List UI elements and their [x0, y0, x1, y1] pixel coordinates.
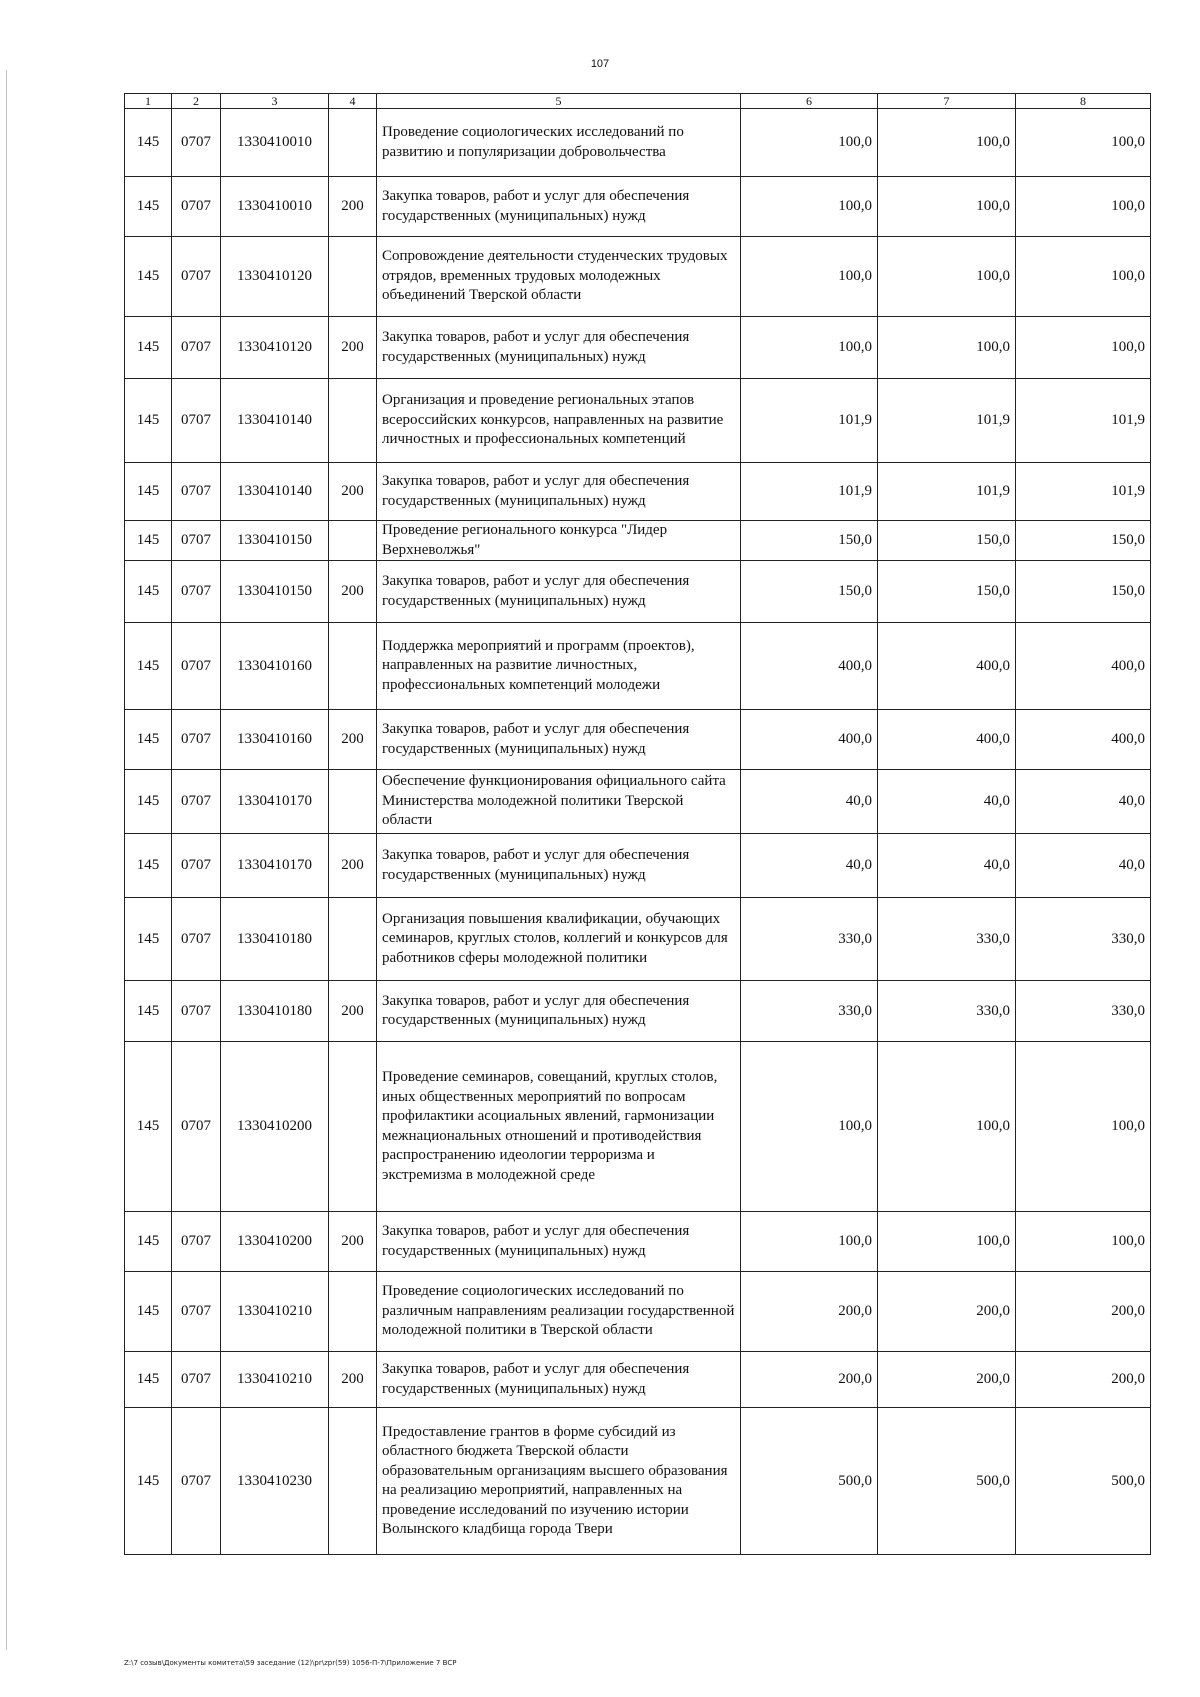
table-row: [125, 623, 1151, 710]
cell-description: Закупка товаров, работ и услуг для обеспечения государственных (муниципальных) нужд: [377, 561, 741, 623]
cell-target-article: 1330410170: [221, 770, 329, 834]
cell-expense-type: 200: [329, 981, 377, 1042]
column-number: 8: [1016, 94, 1151, 109]
cell-amount-col7: 100,0: [878, 1042, 1016, 1212]
cell-amount-col8: 100,0: [1016, 109, 1151, 177]
cell-admin-code: 145: [125, 898, 172, 981]
cell-amount-col7: 150,0: [878, 561, 1016, 623]
cell-target-article: 1330410180: [221, 898, 329, 981]
table-row: [125, 1352, 1151, 1408]
cell-section-code: 0707: [172, 1212, 221, 1272]
cell-section-code: 0707: [172, 834, 221, 898]
cell-amount-col8: 200,0: [1016, 1272, 1151, 1352]
cell-target-article: 1330410200: [221, 1042, 329, 1212]
cell-amount-col6: 400,0: [741, 710, 878, 770]
cell-section-code: 0707: [172, 1042, 221, 1212]
cell-expense-type: 200: [329, 834, 377, 898]
cell-expense-type: [329, 521, 377, 561]
column-number: 1: [125, 94, 172, 109]
cell-admin-code: 145: [125, 237, 172, 317]
cell-expense-type: [329, 1408, 377, 1555]
column-number: 6: [741, 94, 878, 109]
cell-description: Закупка товаров, работ и услуг для обеспечения государственных (муниципальных) нужд: [377, 1352, 741, 1408]
cell-section-code: 0707: [172, 623, 221, 710]
table-row: [125, 561, 1151, 623]
cell-expense-type: [329, 898, 377, 981]
cell-amount-col7: 100,0: [878, 177, 1016, 237]
cell-section-code: 0707: [172, 981, 221, 1042]
cell-expense-type: [329, 770, 377, 834]
cell-admin-code: 145: [125, 1352, 172, 1408]
cell-amount-col8: 330,0: [1016, 898, 1151, 981]
cell-admin-code: 145: [125, 521, 172, 561]
cell-description: Закупка товаров, работ и услуг для обеспечения государственных (муниципальных) нужд: [377, 317, 741, 379]
cell-admin-code: 145: [125, 109, 172, 177]
cell-expense-type: 200: [329, 177, 377, 237]
table-row: [125, 1042, 1151, 1212]
cell-section-code: 0707: [172, 109, 221, 177]
cell-target-article: 1330410230: [221, 1408, 329, 1555]
cell-amount-col7: 100,0: [878, 237, 1016, 317]
file-path-footer: Z:\7 созыв\Документы комитета\59 заседание (12)\pr\zpr(59) 1056-П-7\Приложение 7 ВСР: [124, 1659, 457, 1667]
cell-admin-code: 145: [125, 177, 172, 237]
cell-target-article: 1330410140: [221, 379, 329, 463]
table-row: [125, 109, 1151, 177]
table-row: [125, 1408, 1151, 1555]
cell-target-article: 1330410210: [221, 1272, 329, 1352]
cell-description: Проведение социологических исследований по развитию и популяризации добровольчества: [377, 109, 741, 177]
cell-expense-type: 200: [329, 317, 377, 379]
cell-section-code: 0707: [172, 317, 221, 379]
table-row: [125, 1272, 1151, 1352]
cell-amount-col8: 400,0: [1016, 710, 1151, 770]
cell-amount-col7: 150,0: [878, 521, 1016, 561]
column-number-row: [125, 94, 1151, 109]
cell-admin-code: 145: [125, 834, 172, 898]
cell-amount-col7: 101,9: [878, 463, 1016, 521]
cell-amount-col6: 40,0: [741, 834, 878, 898]
cell-section-code: 0707: [172, 237, 221, 317]
cell-target-article: 1330410120: [221, 317, 329, 379]
cell-amount-col8: 101,9: [1016, 463, 1151, 521]
cell-description: Закупка товаров, работ и услуг для обеспечения государственных (муниципальных) нужд: [377, 710, 741, 770]
cell-amount-col7: 200,0: [878, 1272, 1016, 1352]
column-number: 4: [329, 94, 377, 109]
cell-section-code: 0707: [172, 710, 221, 770]
cell-admin-code: 145: [125, 770, 172, 834]
cell-amount-col6: 101,9: [741, 463, 878, 521]
cell-amount-col7: 40,0: [878, 770, 1016, 834]
table-row: [125, 463, 1151, 521]
cell-expense-type: [329, 1272, 377, 1352]
cell-amount-col8: 100,0: [1016, 1042, 1151, 1212]
cell-expense-type: [329, 1042, 377, 1212]
cell-admin-code: 145: [125, 1042, 172, 1212]
table-row: [125, 898, 1151, 981]
cell-admin-code: 145: [125, 1212, 172, 1272]
cell-admin-code: 145: [125, 710, 172, 770]
cell-amount-col8: 400,0: [1016, 623, 1151, 710]
cell-target-article: 1330410010: [221, 109, 329, 177]
cell-amount-col7: 101,9: [878, 379, 1016, 463]
cell-expense-type: 200: [329, 1352, 377, 1408]
cell-expense-type: [329, 623, 377, 710]
cell-amount-col6: 100,0: [741, 317, 878, 379]
table-row: [125, 710, 1151, 770]
cell-target-article: 1330410140: [221, 463, 329, 521]
cell-section-code: 0707: [172, 1272, 221, 1352]
table-row: [125, 177, 1151, 237]
cell-amount-col6: 330,0: [741, 981, 878, 1042]
budget-table: [124, 93, 1151, 1555]
cell-section-code: 0707: [172, 898, 221, 981]
cell-description: Закупка товаров, работ и услуг для обеспечения государственных (муниципальных) нужд: [377, 834, 741, 898]
cell-expense-type: 200: [329, 561, 377, 623]
cell-amount-col6: 100,0: [741, 109, 878, 177]
cell-amount-col8: 100,0: [1016, 177, 1151, 237]
cell-target-article: 1330410160: [221, 623, 329, 710]
cell-amount-col7: 100,0: [878, 317, 1016, 379]
cell-amount-col6: 40,0: [741, 770, 878, 834]
cell-description: Организация и проведение региональных этапов всероссийских конкурсов, направленных на развитие личностных и профессиональных компетенций: [377, 379, 741, 463]
table-row: [125, 981, 1151, 1042]
cell-description: Закупка товаров, работ и услуг для обеспечения государственных (муниципальных) нужд: [377, 981, 741, 1042]
cell-section-code: 0707: [172, 561, 221, 623]
cell-admin-code: 145: [125, 463, 172, 521]
cell-amount-col8: 330,0: [1016, 981, 1151, 1042]
cell-amount-col8: 150,0: [1016, 521, 1151, 561]
cell-section-code: 0707: [172, 463, 221, 521]
cell-target-article: 1330410200: [221, 1212, 329, 1272]
cell-expense-type: 200: [329, 710, 377, 770]
cell-expense-type: [329, 109, 377, 177]
cell-section-code: 0707: [172, 1408, 221, 1555]
cell-description: Обеспечение функционирования официального сайта Министерства молодежной политики Тверской области: [377, 770, 741, 834]
table-row: [125, 379, 1151, 463]
cell-description: Закупка товаров, работ и услуг для обеспечения государственных (муниципальных) нужд: [377, 1212, 741, 1272]
scan-margin-line: [6, 70, 7, 1650]
cell-amount-col6: 150,0: [741, 521, 878, 561]
cell-target-article: 1330410120: [221, 237, 329, 317]
cell-amount-col6: 100,0: [741, 1042, 878, 1212]
column-number: 3: [221, 94, 329, 109]
cell-target-article: 1330410010: [221, 177, 329, 237]
table-row: [125, 834, 1151, 898]
cell-expense-type: [329, 379, 377, 463]
cell-admin-code: 145: [125, 317, 172, 379]
cell-amount-col7: 330,0: [878, 981, 1016, 1042]
cell-amount-col7: 200,0: [878, 1352, 1016, 1408]
cell-admin-code: 145: [125, 379, 172, 463]
cell-amount-col8: 200,0: [1016, 1352, 1151, 1408]
cell-expense-type: 200: [329, 463, 377, 521]
cell-amount-col6: 400,0: [741, 623, 878, 710]
cell-admin-code: 145: [125, 1408, 172, 1555]
cell-admin-code: 145: [125, 623, 172, 710]
cell-description: Предоставление грантов в форме субсидий из областного бюджета Тверской области образовательным организациям высшего образования на реализацию мероприятий, направленных на проведение исследований по изучению истории Волынского кладбища города Твери: [377, 1408, 741, 1555]
table-row: [125, 317, 1151, 379]
cell-description: Проведение социологических исследований по различным направлениям реализации государственной молодежной политики в Тверской области: [377, 1272, 741, 1352]
cell-amount-col8: 500,0: [1016, 1408, 1151, 1555]
cell-description: Проведение регионального конкурса "Лидер Верхневолжья": [377, 521, 741, 561]
cell-admin-code: 145: [125, 1272, 172, 1352]
cell-target-article: 1330410180: [221, 981, 329, 1042]
column-number: 5: [377, 94, 741, 109]
cell-amount-col8: 40,0: [1016, 834, 1151, 898]
column-number: 2: [172, 94, 221, 109]
cell-description: Сопровождение деятельности студенческих трудовых отрядов, временных трудовых молодежных объединений Тверской области: [377, 237, 741, 317]
cell-description: Проведение семинаров, совещаний, круглых столов, иных общественных мероприятий по вопросам профилактики асоциальных явлений, гармонизации межнациональных отношений и противодействия распространению идеологии терроризма и экстремизма в молодежной среде: [377, 1042, 741, 1212]
cell-amount-col7: 330,0: [878, 898, 1016, 981]
cell-description: Закупка товаров, работ и услуг для обеспечения государственных (муниципальных) нужд: [377, 463, 741, 521]
cell-amount-col6: 100,0: [741, 177, 878, 237]
cell-amount-col7: 500,0: [878, 1408, 1016, 1555]
cell-amount-col7: 400,0: [878, 710, 1016, 770]
cell-amount-col8: 100,0: [1016, 237, 1151, 317]
cell-amount-col8: 100,0: [1016, 317, 1151, 379]
cell-amount-col7: 400,0: [878, 623, 1016, 710]
cell-amount-col6: 200,0: [741, 1272, 878, 1352]
cell-expense-type: 200: [329, 1212, 377, 1272]
table-row: [125, 1212, 1151, 1272]
cell-amount-col6: 500,0: [741, 1408, 878, 1555]
cell-amount-col6: 200,0: [741, 1352, 878, 1408]
cell-target-article: 1330410160: [221, 710, 329, 770]
cell-section-code: 0707: [172, 521, 221, 561]
cell-description: Поддержка мероприятий и программ (проектов), направленных на развитие личностных, профессиональных компетенций молодежи: [377, 623, 741, 710]
cell-description: Закупка товаров, работ и услуг для обеспечения государственных (муниципальных) нужд: [377, 177, 741, 237]
cell-section-code: 0707: [172, 1352, 221, 1408]
cell-target-article: 1330410150: [221, 521, 329, 561]
table-row: [125, 770, 1151, 834]
cell-amount-col6: 330,0: [741, 898, 878, 981]
cell-amount-col6: 150,0: [741, 561, 878, 623]
cell-amount-col6: 100,0: [741, 237, 878, 317]
table-row: [125, 521, 1151, 561]
table-row: [125, 237, 1151, 317]
page-number: 107: [590, 58, 610, 70]
cell-target-article: 1330410150: [221, 561, 329, 623]
cell-amount-col6: 101,9: [741, 379, 878, 463]
cell-section-code: 0707: [172, 177, 221, 237]
column-number: 7: [878, 94, 1016, 109]
cell-amount-col8: 150,0: [1016, 561, 1151, 623]
cell-section-code: 0707: [172, 770, 221, 834]
cell-admin-code: 145: [125, 981, 172, 1042]
cell-expense-type: [329, 237, 377, 317]
cell-amount-col7: 100,0: [878, 1212, 1016, 1272]
cell-description: Организация повышения квалификации, обучающих семинаров, круглых столов, коллегий и конкурсов для работников сферы молодежной политики: [377, 898, 741, 981]
cell-amount-col8: 40,0: [1016, 770, 1151, 834]
cell-section-code: 0707: [172, 379, 221, 463]
cell-amount-col6: 100,0: [741, 1212, 878, 1272]
cell-target-article: 1330410170: [221, 834, 329, 898]
cell-amount-col7: 40,0: [878, 834, 1016, 898]
cell-admin-code: 145: [125, 561, 172, 623]
cell-amount-col8: 101,9: [1016, 379, 1151, 463]
cell-amount-col8: 100,0: [1016, 1212, 1151, 1272]
cell-target-article: 1330410210: [221, 1352, 329, 1408]
cell-amount-col7: 100,0: [878, 109, 1016, 177]
